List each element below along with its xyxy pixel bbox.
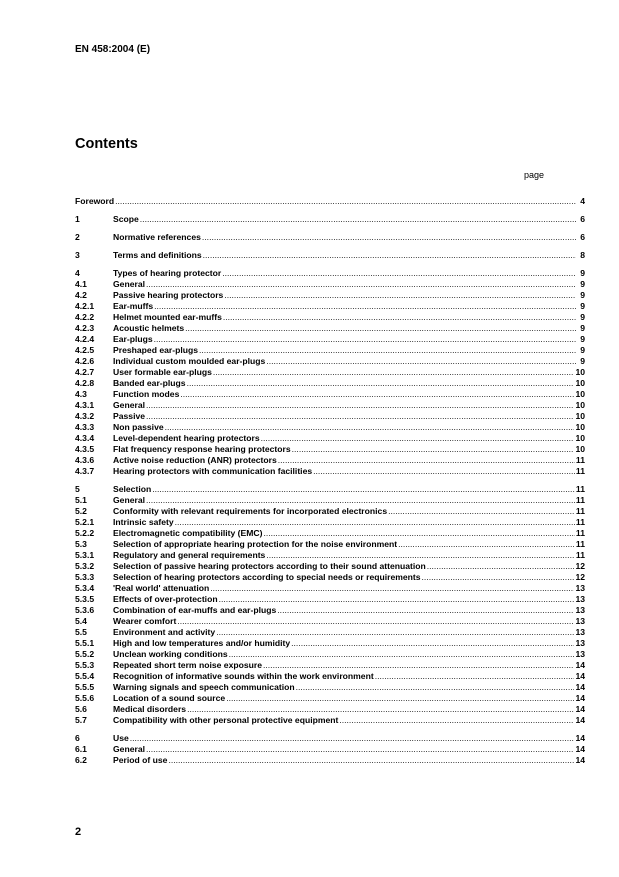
toc-entry-page: 9 — [580, 268, 585, 278]
toc-leader-dots — [168, 755, 574, 766]
toc-entry-page: 13 — [575, 616, 585, 626]
toc-entry-page: 9 — [580, 334, 585, 344]
toc-entry-page: 14 — [575, 693, 585, 703]
toc-entry-page: 10 — [575, 411, 585, 421]
toc-entry-page: 10 — [575, 444, 585, 454]
toc-entry-title: General — [113, 279, 146, 289]
toc-entry-title: Selection of hearing protectors according to special needs or requirements — [113, 572, 421, 582]
table-of-contents — [75, 196, 585, 766]
toc-entry-number: 4.3.3 — [75, 422, 95, 432]
toc-entry-title: Ear-plugs — [113, 334, 153, 344]
toc-entry-page: 14 — [575, 682, 585, 692]
toc-entry — [75, 550, 585, 561]
toc-leader-dots — [388, 506, 575, 517]
toc-entry-number: 5.5.1 — [75, 638, 95, 648]
toc-entry-title: Wearer comfort — [113, 616, 177, 626]
toc-entry-title: Medical disorders — [113, 704, 187, 714]
toc-entry — [75, 495, 585, 506]
toc-entry — [75, 444, 585, 455]
toc-entry — [75, 411, 585, 422]
toc-entry-number: 5.1 — [75, 495, 87, 505]
toc-entry-number: 6 — [75, 733, 80, 743]
toc-leader-dots — [277, 605, 574, 616]
toc-entry-page: 9 — [580, 345, 585, 355]
toc-entry-page: 11 — [575, 455, 585, 465]
toc-entry — [75, 506, 585, 517]
toc-leader-dots — [222, 268, 576, 279]
toc-entry-page: 9 — [580, 323, 585, 333]
toc-entry-title: Period of use — [113, 755, 168, 765]
toc-leader-dots — [152, 484, 575, 495]
toc-leader-dots — [223, 312, 576, 323]
toc-entry-page: 9 — [580, 312, 585, 322]
toc-entry-page: 14 — [575, 733, 585, 743]
toc-entry-number: 5.5.4 — [75, 671, 95, 681]
toc-entry-number: 4.2.2 — [75, 312, 95, 322]
toc-entry-page: 10 — [575, 389, 585, 399]
toc-leader-dots — [266, 356, 576, 367]
toc-entry-page: 13 — [575, 638, 585, 648]
toc-entry-number: 5.4 — [75, 616, 87, 626]
toc-entry-title: Non passive — [113, 422, 164, 432]
toc-entry-number: 5.3.4 — [75, 583, 95, 593]
toc-leader-dots — [130, 733, 575, 744]
toc-entry-number: 4.2.5 — [75, 345, 95, 355]
toc-entry — [75, 323, 585, 334]
toc-entry-number: 5.2.2 — [75, 528, 95, 538]
toc-entry-page: 6 — [580, 232, 585, 242]
toc-entry-page: 11 — [575, 466, 585, 476]
toc-leader-dots — [185, 323, 576, 334]
document-id: EN 458:2004 (E) — [75, 44, 151, 55]
toc-leader-dots — [266, 550, 575, 561]
toc-entry-title: Individual custom moulded ear-plugs — [113, 356, 266, 366]
toc-entry — [75, 484, 585, 495]
toc-entry — [75, 605, 585, 616]
toc-entry-number: 4 — [75, 268, 80, 278]
toc-entry-number: 5.5.5 — [75, 682, 95, 692]
toc-entry-title: General — [113, 744, 146, 754]
toc-entry-number: 5.7 — [75, 715, 87, 725]
toc-leader-dots — [146, 495, 575, 506]
toc-entry-number: 4.3.7 — [75, 466, 95, 476]
toc-entry-title: Selection — [113, 484, 152, 494]
toc-entry-page: 10 — [575, 367, 585, 377]
toc-entry-number: 6.2 — [75, 755, 87, 765]
toc-entry-page: 10 — [575, 378, 585, 388]
toc-leader-dots — [165, 422, 575, 433]
toc-entry-number: 5.3.2 — [75, 561, 95, 571]
toc-entry — [75, 334, 585, 345]
toc-entry — [75, 616, 585, 627]
toc-entry — [75, 433, 585, 444]
toc-entry-title: Level-dependent hearing protectors — [113, 433, 260, 443]
toc-entry — [75, 715, 585, 726]
toc-entry-title: Types of hearing protector — [113, 268, 222, 278]
toc-entry-number: 4.1 — [75, 279, 87, 289]
toc-entry-number: 1 — [75, 214, 80, 224]
toc-entry-page: 8 — [580, 250, 585, 260]
page-title: Contents — [75, 136, 138, 152]
toc-entry-title: Compatibility with other personal protective equipment — [113, 715, 339, 725]
toc-leader-dots — [146, 400, 574, 411]
toc-entry — [75, 345, 585, 356]
toc-leader-dots — [313, 466, 575, 477]
toc-entry — [75, 744, 585, 755]
toc-entry-number: 4.3.1 — [75, 400, 95, 410]
toc-entry-title: Selection of passive hearing protectors according to their sound attenuation — [113, 561, 426, 571]
toc-entry-page: 11 — [575, 550, 585, 560]
toc-entry-title: Electromagnetic compatibility (EMC) — [113, 528, 263, 538]
toc-entry-number: 5.6 — [75, 704, 87, 714]
toc-entry — [75, 572, 585, 583]
toc-entry-number: 2 — [75, 232, 80, 242]
toc-entry-number: 4.2.4 — [75, 334, 95, 344]
toc-entry — [75, 660, 585, 671]
toc-leader-dots — [292, 444, 575, 455]
toc-entry-number: 3 — [75, 250, 80, 260]
toc-entry-title: Banded ear-plugs — [113, 378, 186, 388]
toc-entry-page: 12 — [575, 561, 585, 571]
toc-entry-page: 12 — [575, 572, 585, 582]
toc-entry-number: 6.1 — [75, 744, 87, 754]
toc-leader-dots — [146, 744, 574, 755]
toc-entry-page: 9 — [580, 301, 585, 311]
toc-entry-page: 11 — [575, 517, 585, 527]
toc-entry-number: 5.5 — [75, 627, 87, 637]
toc-entry-title: Hearing protectors with communication facilities — [113, 466, 313, 476]
toc-entry-title: Terms and definitions — [113, 250, 202, 260]
toc-entry-page: 11 — [575, 539, 585, 549]
toc-entry — [75, 755, 585, 766]
toc-entry-title: Foreword — [75, 196, 115, 206]
toc-entry — [75, 455, 585, 466]
toc-leader-dots — [180, 389, 574, 400]
toc-entry-title: User formable ear-plugs — [113, 367, 212, 377]
toc-leader-dots — [199, 345, 576, 356]
toc-entry-number: 4.2 — [75, 290, 87, 300]
toc-entry-title: Acoustic helmets — [113, 323, 185, 333]
toc-entry-title: Effects of over-protection — [113, 594, 218, 604]
toc-entry-number: 5.5.2 — [75, 649, 95, 659]
toc-entry-title: Helmet mounted ear-muffs — [113, 312, 222, 322]
toc-entry — [75, 400, 585, 411]
toc-entry-number: 4.3.4 — [75, 433, 95, 443]
toc-entry-title: Environment and activity — [113, 627, 216, 637]
toc-leader-dots — [187, 378, 575, 389]
toc-entry — [75, 301, 585, 312]
toc-entry-title: Preshaped ear-plugs — [113, 345, 199, 355]
toc-entry — [75, 528, 585, 539]
toc-leader-dots — [263, 660, 574, 671]
toc-entry-page: 13 — [575, 649, 585, 659]
toc-entry-title: Flat frequency response hearing protectors — [113, 444, 291, 454]
toc-leader-dots — [219, 594, 575, 605]
toc-entry-title: Location of a sound source — [113, 693, 226, 703]
toc-leader-dots — [261, 433, 575, 444]
toc-leader-dots — [146, 279, 576, 290]
toc-entry-number: 4.3.2 — [75, 411, 95, 421]
toc-entry — [75, 290, 585, 301]
toc-leader-dots — [375, 671, 575, 682]
toc-leader-dots — [278, 455, 575, 466]
toc-entry-page: 11 — [575, 528, 585, 538]
toc-entry — [75, 517, 585, 528]
toc-entry-number: 4.2.1 — [75, 301, 95, 311]
toc-entry-number: 5.5.3 — [75, 660, 95, 670]
toc-entry-title: High and low temperatures and/or humidity — [113, 638, 291, 648]
toc-leader-dots — [115, 196, 576, 207]
toc-leader-dots — [427, 561, 575, 572]
toc-leader-dots — [175, 517, 575, 528]
toc-entry-number: 5.3.3 — [75, 572, 95, 582]
toc-entry — [75, 279, 585, 290]
toc-entry-number: 5.3.6 — [75, 605, 95, 615]
toc-entry-number: 4.3.5 — [75, 444, 95, 454]
toc-entry-number: 5.2.1 — [75, 517, 95, 527]
toc-entry — [75, 389, 585, 400]
toc-leader-dots — [154, 301, 576, 312]
toc-entry-page: 9 — [580, 279, 585, 289]
toc-entry-page: 11 — [575, 495, 585, 505]
toc-entry-title: Unclean working conditions — [113, 649, 228, 659]
toc-entry — [75, 367, 585, 378]
toc-entry — [75, 594, 585, 605]
toc-leader-dots — [203, 250, 576, 261]
toc-entry-title: Passive — [113, 411, 146, 421]
toc-entry-page: 9 — [580, 356, 585, 366]
toc-entry-page: 11 — [575, 484, 585, 494]
toc-leader-dots — [154, 334, 576, 345]
toc-entry — [75, 649, 585, 660]
toc-entry-page: 14 — [575, 755, 585, 765]
toc-entry-number: 4.2.6 — [75, 356, 95, 366]
toc-entry-title: 'Real world' attenuation — [113, 583, 210, 593]
toc-entry-title: Passive hearing protectors — [113, 290, 224, 300]
toc-leader-dots — [210, 583, 574, 594]
toc-entry — [75, 268, 585, 279]
toc-entry-page: 13 — [575, 627, 585, 637]
toc-entry-title: Use — [113, 733, 129, 743]
toc-entry — [75, 378, 585, 389]
toc-entry-number: 5.3 — [75, 539, 87, 549]
toc-leader-dots — [422, 572, 575, 583]
toc-entry-title: Ear-muffs — [113, 301, 154, 311]
toc-entry — [75, 561, 585, 572]
toc-entry-title: Intrinsic safety — [113, 517, 174, 527]
toc-entry — [75, 539, 585, 550]
toc-entry-number: 5.3.1 — [75, 550, 95, 560]
toc-entry-title: Warning signals and speech communication — [113, 682, 295, 692]
toc-entry-title: Recognition of informative sounds within the work environment — [113, 671, 374, 681]
toc-entry-title: Function modes — [113, 389, 180, 399]
toc-entry-page: 9 — [580, 290, 585, 300]
toc-entry — [75, 196, 585, 207]
toc-entry — [75, 466, 585, 477]
toc-entry-page: 14 — [575, 715, 585, 725]
toc-entry — [75, 583, 585, 594]
toc-entry-page: 10 — [575, 422, 585, 432]
toc-entry-number: 4.3.6 — [75, 455, 95, 465]
toc-leader-dots — [177, 616, 574, 627]
toc-entry-number: 5.3.5 — [75, 594, 95, 604]
toc-entry-page: 6 — [580, 214, 585, 224]
page-column-label: page — [524, 170, 545, 180]
toc-leader-dots — [213, 367, 575, 378]
toc-leader-dots — [296, 682, 575, 693]
toc-leader-dots — [398, 539, 575, 550]
toc-entry-page: 14 — [575, 671, 585, 681]
toc-leader-dots — [216, 627, 574, 638]
toc-leader-dots — [291, 638, 574, 649]
toc-entry-number: 4.2.7 — [75, 367, 95, 377]
toc-entry-title: Selection of appropriate hearing protection for the noise environment — [113, 539, 398, 549]
toc-entry-page: 4 — [580, 196, 585, 206]
toc-entry — [75, 671, 585, 682]
toc-entry-page: 11 — [575, 506, 585, 516]
toc-entry — [75, 250, 585, 261]
toc-entry-title: Repeated short term noise exposure — [113, 660, 263, 670]
toc-entry-number: 5.5.6 — [75, 693, 95, 703]
toc-entry — [75, 638, 585, 649]
toc-entry-number: 4.2.8 — [75, 378, 95, 388]
toc-entry-title: Regulatory and general requirements — [113, 550, 266, 560]
toc-entry — [75, 422, 585, 433]
toc-leader-dots — [226, 693, 574, 704]
toc-entry — [75, 682, 585, 693]
toc-entry-title: Active noise reduction (ANR) protectors — [113, 455, 277, 465]
toc-entry — [75, 214, 585, 225]
toc-entry-title: General — [113, 495, 146, 505]
toc-leader-dots — [202, 232, 576, 243]
toc-entry — [75, 312, 585, 323]
toc-entry-title: Normative references — [113, 232, 201, 242]
toc-entry — [75, 232, 585, 243]
toc-entry-page: 14 — [575, 744, 585, 754]
toc-entry-page: 10 — [575, 400, 585, 410]
toc-leader-dots — [140, 214, 576, 225]
toc-entry-title: General — [113, 400, 146, 410]
toc-entry-title: Conformity with relevant requirements for incorporated electronics — [113, 506, 388, 516]
toc-entry-page: 14 — [575, 660, 585, 670]
toc-entry-page: 13 — [575, 583, 585, 593]
toc-leader-dots — [229, 649, 575, 660]
toc-leader-dots — [146, 411, 574, 422]
toc-entry-number: 5.2 — [75, 506, 87, 516]
toc-entry — [75, 704, 585, 715]
toc-entry — [75, 627, 585, 638]
toc-entry-title: Scope — [113, 214, 139, 224]
toc-leader-dots — [224, 290, 576, 301]
toc-entry-page: 10 — [575, 433, 585, 443]
toc-entry-page: 14 — [575, 704, 585, 714]
page-number: 2 — [75, 826, 82, 838]
toc-entry-page: 13 — [575, 594, 585, 604]
toc-entry-number: 5 — [75, 484, 80, 494]
toc-leader-dots — [339, 715, 574, 726]
toc-leader-dots — [187, 704, 574, 715]
toc-entry-number: 4.2.3 — [75, 323, 95, 333]
toc-entry — [75, 693, 585, 704]
toc-entry — [75, 356, 585, 367]
toc-entry-title: Combination of ear-muffs and ear-plugs — [113, 605, 277, 615]
toc-entry-page: 13 — [575, 605, 585, 615]
toc-leader-dots — [263, 528, 574, 539]
toc-entry — [75, 733, 585, 744]
toc-entry-number: 4.3 — [75, 389, 87, 399]
